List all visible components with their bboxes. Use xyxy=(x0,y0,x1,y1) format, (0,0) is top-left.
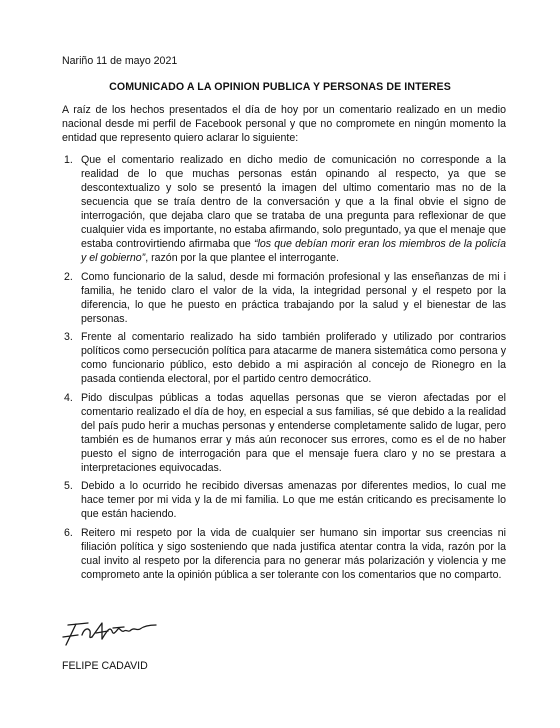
item-text: Debido a lo ocurrido he recibido diversas amenazas por diferentes medios, lo cual me hace temer por mi vida y la de mi familia. Lo que me están criticando es precisamente lo que están haciendo. xyxy=(81,480,506,521)
item-number: 2. xyxy=(64,270,73,283)
statement-item-1 xyxy=(62,153,506,265)
item-number: 5. xyxy=(64,480,73,493)
item-text: Pido disculpas públicas a todas aquellas personas que se vieron afectadas por el comentario realizado el día de hoy, en especial a sus familias, sé que debido a la realidad del país pudo herir a muchas personas y entenderse completamente salido de lugar, pero también es de humanos errar y más aún reconocer sus errores, como es el de no haber puesto el signo de interrogación para que el mensaje fuera claro y no se prestara a interpretaciones equivocadas. xyxy=(81,391,506,474)
intro-paragraph: A raíz de los hechos presentados el día de hoy por un comentario realizado en un medio nacional desde mi perfil de Facebook personal y que no compromete en ningún momento la entidad que represento quiero aclarar lo siguiente: xyxy=(62,104,506,144)
statement-item-6 xyxy=(62,526,506,582)
item-number: 1. xyxy=(64,154,73,166)
item-text: Reitero mi respeto por la vida de cualquier ser humano sin importar sus creencias ni filiación política y sigo sosteniendo que nada justifica atentar contra la vida, razón por la cual invito al respeto por la diferencia para no generar más polarización y violencia y me comprometo ante la opinión pública a ser tolerante con los comentarios que no comparto. xyxy=(81,526,506,581)
statement-item-3 xyxy=(62,330,506,386)
item-text: Que el comentario realizado en dicho medio de comunicación no corresponde a la realidad de lo que muchas personas están opinando al respecto, ya que se descontextualizo y solo se presentó la imagen del ultimo comentario mas no de la secuencia que se traía dentro de la conversación y que a la final obvie el signo de interrogación, que dejaba claro que se trataba de una pregunta para reflexionar de que cualquier vida es importante, no estaba afirmando, solo preguntado, ya que el menaje que estaba controvirtiendo afirmaba que xyxy=(81,154,506,251)
item-quote: “los que debían morir eran los miembros de la policía y el gobierno” xyxy=(81,238,506,265)
statement-item-5 xyxy=(62,479,506,521)
statement-item-4 xyxy=(62,391,506,475)
handwritten-signature xyxy=(58,615,168,651)
item-number: 6. xyxy=(64,526,73,539)
signer-name: FELIPE CADAVID xyxy=(62,660,148,672)
item-number: 4. xyxy=(64,391,73,404)
item-number: 3. xyxy=(64,331,73,344)
statement-item-2 xyxy=(62,270,506,326)
item-text: Como funcionario de la salud, desde mi formación profesional y las enseñanzas de mi i familia, he tenido claro el valor de la vida, la integridad personal y el respeto por la diferencia, lo que he puesto en práctica trabajando por la salud y el bienestar de las personas. xyxy=(81,270,506,325)
document-title: COMUNICADO A LA OPINION PUBLICA Y PERSONAS DE INTERES xyxy=(109,81,451,93)
item-text: Frente al comentario realizado ha sido también proliferado y utilizado por contrarios políticos como persecución política para atacarme de manera sistemática como persona y como funcionario público, esto debido a mi aspiración al concejo de Rionegro en la pasada contienda electoral, por el partido centro democrático. xyxy=(81,331,506,386)
item-text-continued: , razón por la que plantee el interrogante. xyxy=(145,252,339,265)
document-date: Nariño 11 de mayo 2021 xyxy=(62,55,178,67)
statement-list xyxy=(62,153,506,586)
